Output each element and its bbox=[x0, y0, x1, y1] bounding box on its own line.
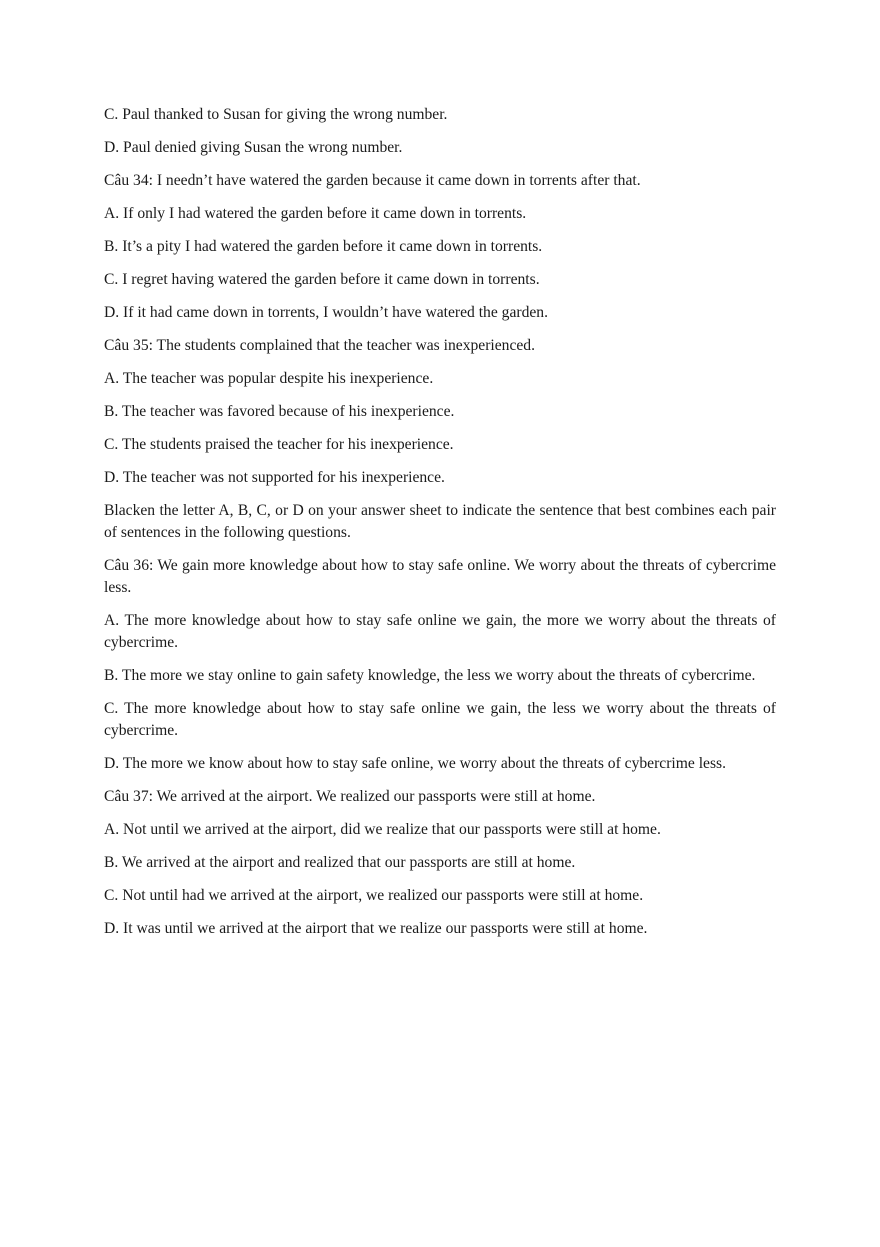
q33-option-d: D. Paul denied giving Susan the wrong number. bbox=[104, 139, 403, 156]
q34-option-b: B. It’s a pity I had watered the garden before it came down in torrents. bbox=[104, 238, 543, 255]
q37-prompt: Câu 37: We arrived at the airport. We realized our passports were still at home. bbox=[104, 788, 596, 805]
q37-option-b: B. We arrived at the airport and realized that our passports are still at home. bbox=[104, 854, 576, 871]
q35-prompt: Câu 35: The students complained that the teacher was inexperienced. bbox=[104, 337, 535, 354]
q36-prompt: Câu 36: We gain more knowledge about how to stay safe online. We worry about the threats of cybercrime less. bbox=[104, 557, 776, 596]
q34-option-c: C. I regret having watered the garden before it came down in torrents. bbox=[104, 271, 540, 288]
q35-option-a: A. The teacher was popular despite his inexperience. bbox=[104, 370, 434, 387]
q36-option-d: D. The more we know about how to stay safe online, we worry about the threats of cybercrime less. bbox=[104, 755, 726, 772]
q35-option-b: B. The teacher was favored because of his inexperience. bbox=[104, 403, 455, 420]
q37-option-c: C. Not until had we arrived at the airport, we realized our passports were still at home. bbox=[104, 887, 644, 904]
q36-option-c: C. The more knowledge about how to stay safe online we gain, the less we worry about the threats of cybercrime. bbox=[104, 700, 776, 739]
q34-prompt: Câu 34: I needn’t have watered the garden because it came down in torrents after that. bbox=[104, 172, 641, 189]
section-instruction: Blacken the letter A, B, C, or D on your answer sheet to indicate the sentence that best combines each pair of sentences in the following questions. bbox=[104, 502, 776, 541]
q37-option-d: D. It was until we arrived at the airport that we realize our passports were still at home. bbox=[104, 920, 648, 937]
q34-option-a: A. If only I had watered the garden before it came down in torrents. bbox=[104, 205, 527, 222]
document-body bbox=[104, 104, 776, 951]
q34-option-d: D. If it had came down in torrents, I wouldn’t have watered the garden. bbox=[104, 304, 548, 321]
q33-option-c: C. Paul thanked to Susan for giving the wrong number. bbox=[104, 106, 448, 123]
q36-option-a: A. The more knowledge about how to stay safe online we gain, the more we worry about the threats of cybercrime. bbox=[104, 612, 776, 651]
q36-option-b: B. The more we stay online to gain safety knowledge, the less we worry about the threats of cybercrime. bbox=[104, 667, 756, 684]
q35-option-c: C. The students praised the teacher for his inexperience. bbox=[104, 436, 454, 453]
q37-option-a: A. Not until we arrived at the airport, did we realize that our passports were still at home. bbox=[104, 821, 661, 838]
q35-option-d: D. The teacher was not supported for his inexperience. bbox=[104, 469, 445, 486]
